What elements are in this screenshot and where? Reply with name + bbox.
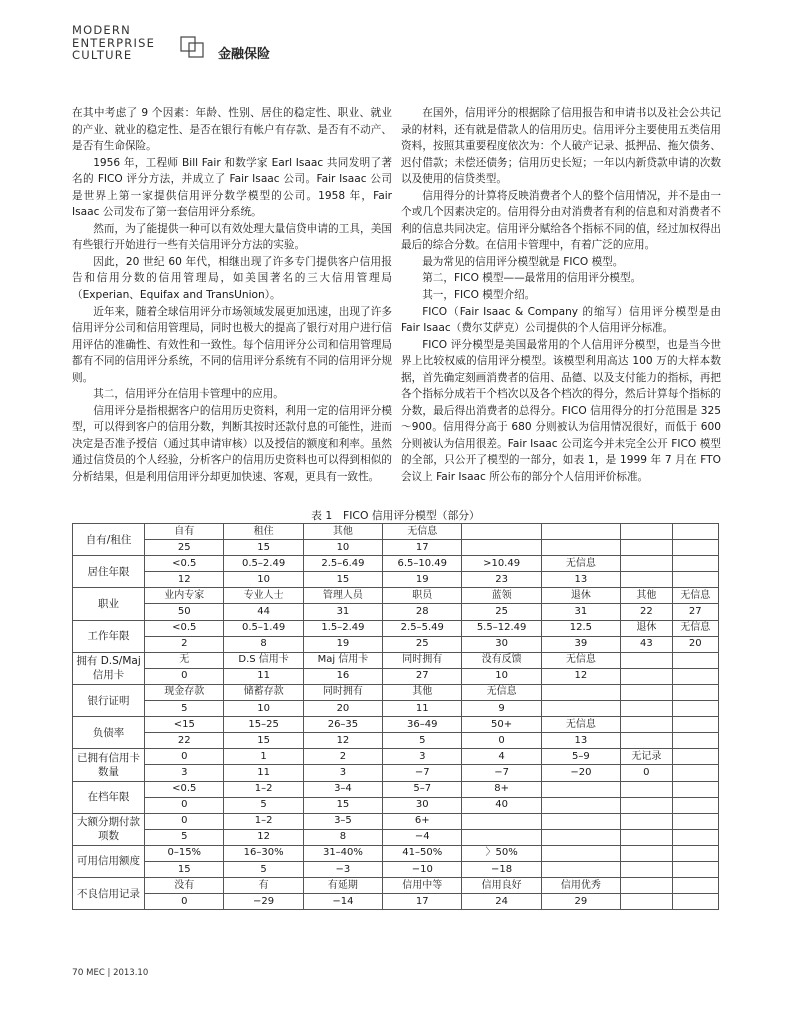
category-cell: 无信息: [462, 684, 541, 700]
category-cell: [672, 813, 718, 829]
category-cell: 无信息: [541, 652, 620, 668]
row-header: 银行证明: [73, 684, 145, 716]
category-cell: [621, 652, 673, 668]
table-row: [73, 829, 719, 845]
paragraph: FICO 评分模型是美国最常用的个人信用评分模型，也是当今世界上比较权威的信用评分模型。该模型利用高达 100 万的大样本数据，首先确定刻画消费者的信用、品德、以及支付能力的指标，再把各个指标分成若干个档次以及各个档次的得分，然后计算每个指标的分数，最后得出消费者的总得分。FICO 信用得分的打分范围是 325～900。信用得分高于 680 分则被认为信用情况很好，而低于 600 分则被认为信用很差。Fair Isaac 公司迄今并未完全公开 FICO 模型的全部，只公开了模型的一部分，如表 1，是 1999 年 7 月在 FTO 会议上 Fair Isaac 所公布的部分个人信用评价标准。: [401, 338, 721, 484]
score-cell: 15: [303, 572, 382, 588]
category-cell: [672, 878, 718, 894]
category-cell: [621, 684, 673, 700]
category-cell: 50+: [462, 717, 541, 733]
score-cell: −3: [303, 861, 382, 877]
category-cell: 0–15%: [145, 845, 224, 861]
score-cell: 17: [383, 894, 462, 910]
category-cell: 5.5–12.49: [462, 620, 541, 636]
row-header: 在档年限: [73, 781, 145, 813]
category-cell: 41–50%: [383, 845, 462, 861]
fico-table-container: [72, 523, 719, 910]
fico-table: [72, 523, 719, 910]
score-cell: 20: [672, 636, 718, 652]
category-cell: <0.5: [145, 620, 224, 636]
category-cell: 5–9: [541, 749, 620, 765]
category-cell: 现金存款: [145, 684, 224, 700]
score-cell: [672, 572, 718, 588]
row-header: 不良信用记录: [73, 878, 145, 910]
category-cell: 15–25: [224, 717, 303, 733]
category-cell: 4: [462, 749, 541, 765]
score-cell: 12: [224, 829, 303, 845]
score-cell: −10: [383, 861, 462, 877]
table-row: [73, 894, 719, 910]
score-cell: [621, 668, 673, 684]
category-cell: [621, 524, 673, 540]
category-cell: 2: [303, 749, 382, 765]
category-cell: 0: [145, 749, 224, 765]
score-cell: 13: [541, 733, 620, 749]
paragraph: 近年来，随着全球信用评分市场领域发展更加迅速，出现了许多信用评分公司和信用管理局，同时也极大的提高了银行对用户进行信用评估的准确性、有效性和一致性。每个信用评分公司和信用管理局都有不同的信用评分系统，不同的信用评分系统有不同的信用评分规则。: [72, 305, 392, 384]
score-cell: 9: [462, 701, 541, 717]
score-cell: 50: [145, 604, 224, 620]
score-cell: 16: [303, 668, 382, 684]
score-cell: 43: [621, 636, 673, 652]
category-cell: 无: [145, 652, 224, 668]
row-header: 大额分期付款项数: [73, 813, 145, 845]
category-cell: [541, 684, 620, 700]
score-cell: 27: [672, 604, 718, 620]
paragraph: 信用得分的计算将反映消费者个人的整个信用情况，并不是由一个或几个因素决定的。信用得分由对消费者有利的信息和对消费者不利的信息共同决定。信用评分赋给各个指标不同的值，经过加权得出最后的综合分数。在信用卡管理中，有着广泛的应用。: [401, 189, 721, 252]
category-cell: 有延期: [303, 878, 382, 894]
category-cell: 储蓄存款: [224, 684, 303, 700]
score-cell: 28: [383, 604, 462, 620]
score-cell: [672, 701, 718, 717]
score-cell: 39: [541, 636, 620, 652]
score-cell: [541, 861, 620, 877]
score-cell: 3: [303, 765, 382, 781]
score-cell: [672, 797, 718, 813]
table-row: [73, 684, 719, 700]
category-cell: 26–35: [303, 717, 382, 733]
row-header: 已拥有信用卡数量: [73, 749, 145, 781]
category-cell: 8+: [462, 781, 541, 797]
score-cell: 44: [224, 604, 303, 620]
score-cell: [621, 829, 673, 845]
category-cell: 5–7: [383, 781, 462, 797]
category-cell: 0: [145, 813, 224, 829]
category-cell: 6.5–10.49: [383, 556, 462, 572]
score-cell: −29: [224, 894, 303, 910]
score-cell: [462, 829, 541, 845]
score-cell: 27: [383, 668, 462, 684]
score-cell: [672, 894, 718, 910]
paragraph: 最为常见的信用评分模型就是 FICO 模型。: [422, 255, 624, 268]
row-header: 职业: [73, 588, 145, 620]
category-cell: 业内专家: [145, 588, 224, 604]
score-cell: 17: [383, 540, 462, 556]
score-cell: 10: [303, 540, 382, 556]
score-cell: 5: [383, 733, 462, 749]
score-cell: 5: [145, 701, 224, 717]
score-cell: 0: [145, 894, 224, 910]
table-row: [73, 797, 719, 813]
category-cell: [462, 524, 541, 540]
score-cell: 25: [383, 636, 462, 652]
table-row: [73, 572, 719, 588]
category-cell: 〉50%: [462, 845, 541, 861]
category-cell: 信用良好: [462, 878, 541, 894]
score-cell: [672, 861, 718, 877]
score-cell: 11: [383, 701, 462, 717]
row-header: 工作年限: [73, 620, 145, 652]
score-cell: 12: [303, 733, 382, 749]
issue-date: 2013.10: [113, 968, 149, 978]
paragraph: 其一，FICO 模型介绍。: [422, 289, 536, 302]
score-cell: −7: [462, 765, 541, 781]
category-cell: 职员: [383, 588, 462, 604]
score-cell: [462, 540, 541, 556]
category-cell: [672, 781, 718, 797]
paragraph: 在其中考虑了 9 个因素：年龄、性别、居住的稳定性、职业、就业的产业、就业的稳定性、是否在银行有帐户有存款、是否有不动产、是否有生命保险。: [72, 107, 392, 153]
table-row: [73, 813, 719, 829]
category-cell: 其他: [303, 524, 382, 540]
score-cell: 15: [303, 797, 382, 813]
score-cell: 5: [224, 861, 303, 877]
score-cell: [672, 829, 718, 845]
category-cell: [672, 652, 718, 668]
score-cell: 30: [383, 797, 462, 813]
score-cell: 11: [224, 765, 303, 781]
journal-brand: [72, 24, 155, 62]
row-header: 拥有 D.S/Maj 信用卡: [73, 652, 145, 684]
score-cell: −14: [303, 894, 382, 910]
score-cell: [672, 540, 718, 556]
score-cell: 22: [621, 604, 673, 620]
category-cell: [462, 813, 541, 829]
table-row: [73, 749, 719, 765]
category-cell: 没有反馈: [462, 652, 541, 668]
category-cell: 1: [224, 749, 303, 765]
table-row: [73, 540, 719, 556]
score-cell: 5: [145, 829, 224, 845]
category-cell: >10.49: [462, 556, 541, 572]
category-cell: [621, 717, 673, 733]
brand-line-1: MODERN: [72, 23, 131, 37]
table-row: [73, 765, 719, 781]
score-cell: −18: [462, 861, 541, 877]
category-cell: [621, 878, 673, 894]
category-cell: 退休: [541, 588, 620, 604]
score-cell: [621, 894, 673, 910]
table-row: [73, 861, 719, 877]
paragraph: 信用评分是指根据客户的信用历史资料，利用一定的信用评分模型，可以得到客户的信用分数，判断其按时还款付息的可能性，进而决定是否准予授信（通过其申请审核）以及授信的额度和利率。虽然通过信贷员的个人经验，分析客户的信用历史资料也可以得到相似的分析结果，但是利用信用评分却更加快速、客观，更具有一致性。: [72, 404, 392, 484]
category-cell: 同时拥有: [383, 652, 462, 668]
category-cell: 无信息: [672, 588, 718, 604]
score-cell: 29: [541, 894, 620, 910]
category-cell: 其他: [621, 588, 673, 604]
category-cell: 0.5–2.49: [224, 556, 303, 572]
score-cell: 12: [541, 668, 620, 684]
score-cell: 31: [303, 604, 382, 620]
category-cell: 1–2: [224, 813, 303, 829]
category-cell: [621, 813, 673, 829]
category-cell: 无记录: [621, 749, 673, 765]
category-cell: 其他: [383, 684, 462, 700]
score-cell: 13: [541, 572, 620, 588]
score-cell: 2: [145, 636, 224, 652]
paragraph: 在国外，信用评分的根据除了信用报告和申请书以及社会公共记录的材料，还有就是借款人的信用历史。信用评分主要使用五类信用资料，按照其重要程度依次为：个人破产记录、抵押品、拖欠债务、迟付借款；未偿还债务；信用历史长短；一年以内新贷款申请的次数以及使用的信贷类型。: [401, 107, 721, 186]
score-cell: 8: [224, 636, 303, 652]
category-cell: 3: [383, 749, 462, 765]
table-row: [73, 781, 719, 797]
right-column: [401, 105, 721, 486]
score-cell: 0: [145, 668, 224, 684]
score-cell: −7: [383, 765, 462, 781]
paragraph: FICO（Fair Isaac & Company 的缩写）信用评分模型是由 Fair Isaac（费尔艾萨克）公司提供的个人信用评分标准。: [401, 305, 721, 335]
category-cell: [621, 556, 673, 572]
score-cell: [621, 572, 673, 588]
score-cell: [541, 540, 620, 556]
score-cell: 10: [462, 668, 541, 684]
brand-line-2: ENTERPRISE: [72, 35, 156, 50]
category-cell: 6+: [383, 813, 462, 829]
category-cell: 信用优秀: [541, 878, 620, 894]
score-cell: 8: [303, 829, 382, 845]
category-cell: 16–30%: [224, 845, 303, 861]
score-cell: [621, 540, 673, 556]
category-cell: [672, 845, 718, 861]
score-cell: 25: [145, 540, 224, 556]
category-cell: 无信息: [541, 717, 620, 733]
table-row: [73, 620, 719, 636]
category-cell: [541, 813, 620, 829]
left-column: [72, 105, 392, 486]
table-row: [73, 524, 719, 540]
category-cell: 31–40%: [303, 845, 382, 861]
category-cell: 3–4: [303, 781, 382, 797]
table-row: [73, 845, 719, 861]
category-cell: 蓝领: [462, 588, 541, 604]
category-cell: <0.5: [145, 556, 224, 572]
table-row: [73, 717, 719, 733]
score-cell: 24: [462, 894, 541, 910]
footer-divider: |: [107, 968, 111, 978]
score-cell: 19: [303, 636, 382, 652]
score-cell: 20: [303, 701, 382, 717]
category-cell: 管理人员: [303, 588, 382, 604]
table-row: [73, 878, 719, 894]
paragraph: 因此，20 世纪 60 年代，相继出现了许多专门提供客户信用报告和信用分数的信用管理局，如美国著名的三大信用管理局（Experian、Equifax and TransUnion）。: [72, 255, 392, 302]
category-cell: D.S 信用卡: [224, 652, 303, 668]
score-cell: [541, 701, 620, 717]
category-cell: 信用中等: [383, 878, 462, 894]
table-row: [73, 556, 719, 572]
brand-logo-icon: [180, 36, 206, 58]
score-cell: 3: [145, 765, 224, 781]
score-cell: 31: [541, 604, 620, 620]
category-cell: 无信息: [541, 556, 620, 572]
table-row: [73, 652, 719, 668]
score-cell: 10: [224, 572, 303, 588]
score-cell: 0: [621, 765, 673, 781]
score-cell: [541, 797, 620, 813]
score-cell: [672, 668, 718, 684]
category-cell: [672, 749, 718, 765]
score-cell: 30: [462, 636, 541, 652]
paragraph: 1956 年，工程师 Bill Fair 和数学家 Earl Isaac 共同发明了著名的 FICO 评分方法，并成立了 Fair Isaac 公司。Fair Isaac 公司是世界上第一家提供信用评分数学模型的公司。1958 年，Fair Isaac 公司发布了第一套信用评分系统。: [72, 156, 392, 219]
paragraph: 然而，为了能提供一种可以有效处理大量信贷申请的工具，美国有些银行开始进行一些有关信用评分方法的实验。: [72, 222, 392, 252]
score-cell: 15: [145, 861, 224, 877]
category-cell: 36–49: [383, 717, 462, 733]
category-cell: 1.5–2.49: [303, 620, 382, 636]
category-cell: 3–5: [303, 813, 382, 829]
section-title: 金融保险: [218, 47, 271, 62]
category-cell: 专业人士: [224, 588, 303, 604]
score-cell: 15: [224, 733, 303, 749]
score-cell: 10: [224, 701, 303, 717]
table-caption: 表 1 FICO 信用评分模型（部分）: [311, 509, 480, 522]
score-cell: 5: [224, 797, 303, 813]
table-row: [73, 636, 719, 652]
score-cell: 11: [224, 668, 303, 684]
category-cell: 2.5–6.49: [303, 556, 382, 572]
category-cell: [672, 556, 718, 572]
category-cell: <15: [145, 717, 224, 733]
score-cell: [621, 701, 673, 717]
table-row: [73, 733, 719, 749]
score-cell: 22: [145, 733, 224, 749]
journal-header: [72, 24, 412, 74]
table-row: [73, 588, 719, 604]
score-cell: 15: [224, 540, 303, 556]
category-cell: [621, 781, 673, 797]
score-cell: 12: [145, 572, 224, 588]
category-cell: 无信息: [672, 620, 718, 636]
score-cell: [621, 861, 673, 877]
score-cell: [672, 733, 718, 749]
category-cell: 无信息: [383, 524, 462, 540]
page-number: 70: [72, 968, 84, 978]
category-cell: 退休: [621, 620, 673, 636]
category-cell: 12.5: [541, 620, 620, 636]
category-cell: 2.5–5.49: [383, 620, 462, 636]
page-footer: [72, 968, 148, 978]
row-header: 居住年限: [73, 556, 145, 588]
row-header: 自有/租住: [73, 524, 145, 556]
paragraph: 其二，信用评分在信用卡管理中的应用。: [93, 388, 284, 401]
category-cell: 0.5–1.49: [224, 620, 303, 636]
score-cell: 19: [383, 572, 462, 588]
score-cell: [621, 733, 673, 749]
row-header: 可用信用额度: [73, 845, 145, 877]
score-cell: 25: [462, 604, 541, 620]
category-cell: 租住: [224, 524, 303, 540]
category-cell: 1–2: [224, 781, 303, 797]
score-cell: [541, 829, 620, 845]
journal-abbrev: MEC: [86, 968, 105, 978]
category-cell: [672, 684, 718, 700]
table-row: [73, 668, 719, 684]
category-cell: [541, 781, 620, 797]
category-cell: 自有: [145, 524, 224, 540]
score-cell: −20: [541, 765, 620, 781]
category-cell: [672, 524, 718, 540]
score-cell: [621, 797, 673, 813]
category-cell: 没有: [145, 878, 224, 894]
score-cell: 0: [145, 797, 224, 813]
category-cell: [621, 845, 673, 861]
brand-line-3: CULTURE: [72, 48, 133, 62]
category-cell: 有: [224, 878, 303, 894]
score-cell: −4: [383, 829, 462, 845]
category-cell: <0.5: [145, 781, 224, 797]
row-header: 负债率: [73, 717, 145, 749]
table-row: [73, 604, 719, 620]
score-cell: 40: [462, 797, 541, 813]
table-row: [73, 701, 719, 717]
score-cell: 0: [462, 733, 541, 749]
paragraph: 第二，FICO 模型——最常用的信用评分模型。: [422, 272, 642, 285]
score-cell: [672, 765, 718, 781]
category-cell: [672, 717, 718, 733]
category-cell: 同时拥有: [303, 684, 382, 700]
category-cell: [541, 845, 620, 861]
category-cell: [541, 524, 620, 540]
category-cell: Maj 信用卡: [303, 652, 382, 668]
score-cell: 23: [462, 572, 541, 588]
